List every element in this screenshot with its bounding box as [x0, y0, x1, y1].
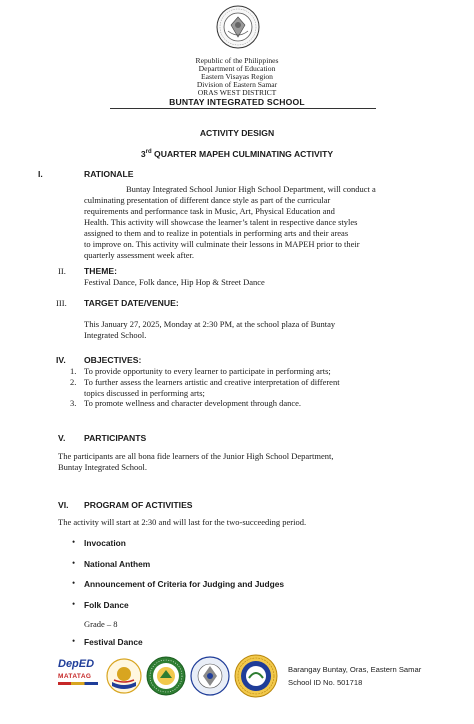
- deped-matatag-logo: [58, 658, 102, 694]
- program-item-criteria: Announcement of Criteria for Judging and Judges: [84, 579, 285, 589]
- school-seal-green: [146, 656, 186, 696]
- section-participants-number: V.: [58, 433, 66, 443]
- matatag-wordmark: MATATAG: [58, 673, 92, 680]
- objective-2-text-line-2: topics discussed in performing arts;: [84, 388, 205, 398]
- section-rationale-heading: RATIONALE: [84, 169, 134, 179]
- subtitle-ordinal: 3: [140, 149, 146, 159]
- section-rationale-number: I.: [38, 169, 43, 179]
- theme-text: Festival Dance, Folk dance, Hip Hop & Street Dance: [84, 277, 265, 287]
- header-line-4: Division of Eastern Samar: [196, 80, 278, 89]
- participants-line-2: Buntay Integrated School.: [58, 462, 147, 472]
- rationale-line-4: Health. This activity will showcase the learner’s talent in respective dance styles: [84, 217, 358, 227]
- program-item-folk-dance: Folk Dance: [84, 600, 129, 610]
- subtitle-ordinal-suffix: rd: [145, 149, 152, 156]
- bagong-pilipinas-logo: [106, 658, 142, 694]
- folk-dance-grade: Grade – 8: [84, 619, 118, 629]
- deped-seal-logo: [216, 5, 260, 49]
- program-bullet: •: [72, 599, 76, 609]
- section-objectives-heading: OBJECTIVES:: [84, 355, 142, 365]
- rationale-line-6: to improve on. This activity will culminate their lessons in MAPEH prior to their: [84, 239, 360, 249]
- rationale-line-3: requirements and performance task in Music, Art, Physical Education and: [84, 206, 335, 216]
- participants-line-1: The participants are all bona fide learners of the Junior High School Department,: [58, 451, 334, 461]
- rationale-line-5: assigned to them and to realize in potentials in performing arts and their areas: [84, 228, 349, 238]
- program-bullet: •: [72, 636, 76, 646]
- program-item-invocation: Invocation: [84, 538, 126, 548]
- eastern-samar-seal: [234, 654, 278, 698]
- program-item-national-anthem: National Anthem: [84, 559, 151, 569]
- deped-wordmark: DepED: [58, 658, 95, 670]
- rationale-line-7: quarterly assessment week after.: [84, 250, 194, 260]
- document-title: ACTIVITY DESIGN: [199, 128, 275, 138]
- section-target-heading: TARGET DATE/VENUE:: [84, 298, 179, 308]
- rationale-line-2: culminating presentation of different dance style as part of the curricular: [84, 195, 331, 205]
- objective-2-text-line-1: To further assess the learners artistic and creative interpretation of different: [84, 377, 340, 387]
- program-bullet: •: [72, 537, 76, 547]
- section-participants-heading: PARTICIPANTS: [84, 433, 147, 443]
- target-line-1: This January 27, 2025, Monday at 2:30 PM, at the school plaza of Buntay: [84, 319, 336, 329]
- objective-2-number: 2.: [70, 377, 77, 387]
- objective-3-number: 3.: [70, 398, 77, 408]
- program-item-festival-dance: Festival Dance: [84, 637, 143, 647]
- header-line-2: Department of Education: [198, 64, 276, 73]
- footer-school-id: School ID No. 501718: [288, 678, 363, 687]
- section-theme-number: II.: [58, 266, 66, 276]
- header-line-3: Eastern Visayas Region: [201, 72, 273, 81]
- division-seal: [190, 656, 230, 696]
- document-subtitle: [0, 149, 474, 159]
- footer-address: Barangay Buntay, Oras, Eastern Samar: [288, 665, 422, 674]
- section-objectives-number: IV.: [56, 355, 66, 365]
- program-intro: The activity will start at 2:30 and will last for the two-succeeding period.: [58, 517, 307, 527]
- subtitle-text: QUARTER MAPEH CULMINATING ACTIVITY: [151, 149, 334, 159]
- section-program-heading: PROGRAM OF ACTIVITIES: [84, 500, 193, 510]
- objective-1-number: 1.: [70, 366, 77, 376]
- rationale-line-1: Buntay Integrated School Junior High School Department, will conduct a: [126, 184, 376, 194]
- program-bullet: •: [72, 558, 76, 568]
- objective-1-text: To provide opportunity to every learner to participate in performing arts;: [84, 366, 331, 376]
- target-line-2: Integrated School.: [84, 330, 147, 340]
- program-bullet: •: [72, 578, 76, 588]
- header-line-1: Republic of the Philippines: [195, 56, 279, 65]
- school-name: BUNTAY INTEGRATED SCHOOL: [169, 97, 305, 107]
- header-line-5: ORAS WEST DISTRICT: [197, 88, 277, 97]
- section-program-number: VI.: [58, 500, 69, 510]
- objective-3-text: To promote wellness and character development through dance.: [84, 398, 302, 408]
- section-theme-heading: THEME:: [84, 266, 117, 276]
- section-target-number: III.: [56, 298, 67, 308]
- header-divider: [110, 108, 376, 109]
